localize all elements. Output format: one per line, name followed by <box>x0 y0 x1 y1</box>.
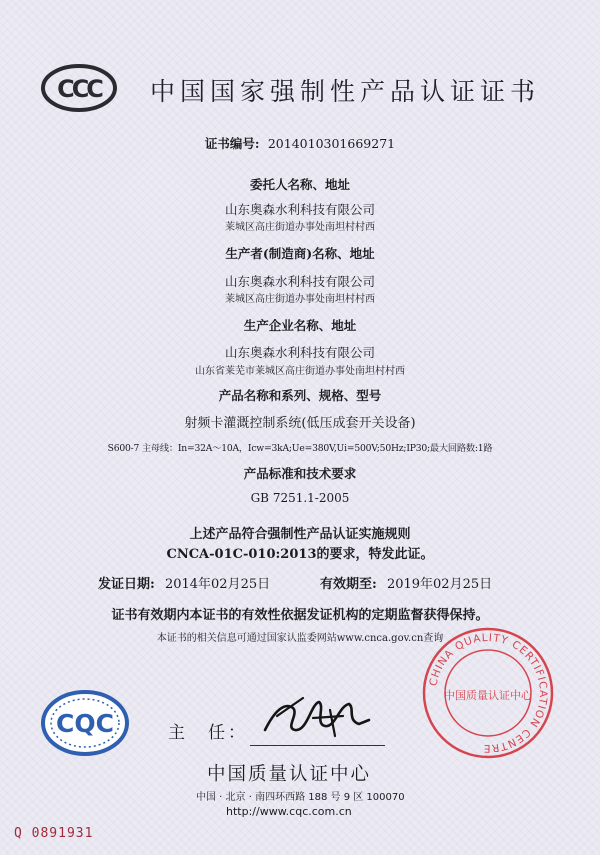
issuer-org-name: 中国质量认证中心 <box>207 764 372 785</box>
director-signature <box>255 690 375 745</box>
factory-address: 山东省莱芜市莱城区高庄街道办事处南坦村村西 <box>195 366 405 377</box>
standard-value: GB 7251.1-2005 <box>250 491 350 505</box>
ccc-logo-icon <box>40 63 118 113</box>
official-seal-stamp <box>420 625 556 761</box>
issue-date-label: 发证日期: <box>98 577 155 592</box>
product-heading: 产品名称和系列、规格、型号 <box>218 388 382 403</box>
expiry-date-label: 有效期至: <box>320 577 377 592</box>
issuer-address: 中国 · 北京 · 南四环西路 188 号 9 区 100070 <box>196 792 405 803</box>
validity-note: 证书有效期内本证书的有效性依据发证机构的定期监督获得保持。 <box>111 608 489 623</box>
expiry-date-value: 2019年02月25日 <box>386 577 493 592</box>
svg-text:CCC: CCC <box>57 75 101 103</box>
conformity-line-2: CNCA-01C-010:2013的要求，特发此证。 <box>166 547 434 562</box>
product-spec: S600-7 主母线：In=32A～10A，Icw=3kA;Ue=380V,Ui=500V;50Hz;IP30;最大回路数:1路 <box>107 443 493 454</box>
factory-name: 山东奥森水利科技有限公司 <box>224 345 375 360</box>
certificate-number-value: 2014010301669271 <box>267 136 396 151</box>
cqc-logo-icon <box>40 688 130 758</box>
conformity-line-1: 上述产品符合强制性产品认证实施规则 <box>189 527 411 542</box>
certificate-number-label: 证书编号: <box>204 136 260 151</box>
svg-text:中国质量认证中心: 中国质量认证中心 <box>444 689 532 702</box>
certificate-title: 中国国家强制性产品认证证书 <box>150 77 541 106</box>
svg-text:CHINA QUALITY CERTIFICATION CE: CHINA QUALITY CERTIFICATION CENTRE <box>427 631 550 755</box>
issuer-website: http://www.cqc.com.cn <box>226 805 352 818</box>
issue-date-row <box>98 573 270 592</box>
manufacturer-heading: 生产者(制造商)名称、地址 <box>225 246 375 261</box>
standard-heading: 产品标准和技术要求 <box>243 466 357 481</box>
manufacturer-address: 莱城区高庄街道办事处南坦村村西 <box>225 294 375 305</box>
client-address: 莱城区高庄街道办事处南坦村村西 <box>225 222 375 233</box>
manufacturer-name: 山东奥森水利科技有限公司 <box>224 274 375 289</box>
client-heading: 委托人名称、地址 <box>249 177 350 192</box>
certificate-number-row <box>0 134 600 152</box>
client-name: 山东奥森水利科技有限公司 <box>224 202 375 217</box>
inquiry-note: 本证书的相关信息可通过国家认监委网站www.cnca.gov.cn查询 <box>156 633 444 644</box>
director-label: 主 任： <box>168 723 248 743</box>
factory-heading: 生产企业名称、地址 <box>243 318 357 333</box>
certificate-serial-number: Q 0891931 <box>14 826 94 841</box>
svg-text:CQC: CQC <box>56 709 114 738</box>
product-name: 射频卡灌溉控制系统(低压成套开关设备) <box>184 416 416 431</box>
expiry-date-row <box>320 573 492 592</box>
issue-date-value: 2014年02月25日 <box>164 577 271 592</box>
signature-line <box>250 745 385 746</box>
